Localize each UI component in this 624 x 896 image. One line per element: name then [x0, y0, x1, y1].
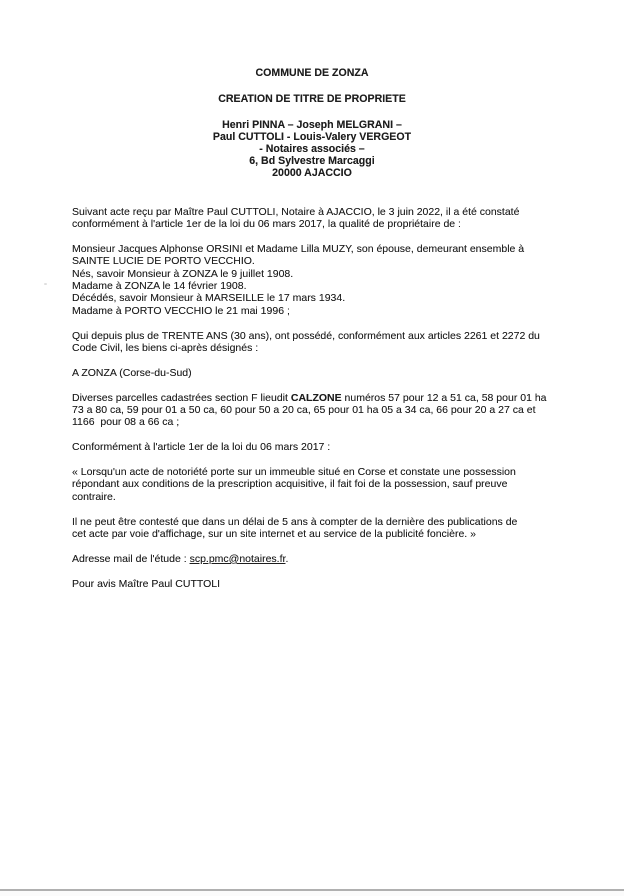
document-body — [72, 206, 564, 590]
paragraph-commune-location — [72, 367, 564, 379]
office-address-street: 6, Bd Sylvestre Marcaggi — [249, 155, 375, 167]
paragraph-parcelles — [72, 392, 564, 429]
text-segment: . — [285, 552, 289, 565]
email-link: scp.pmc@notaires.fr — [189, 552, 286, 565]
scan-speck-artifact — [44, 283, 47, 285]
text-line — [72, 392, 564, 404]
notaries-names-line-2: Paul CUTTOLI - Louis-Valery VERGEOT — [212, 131, 412, 143]
paragraph-proprietaires — [72, 243, 564, 317]
text-line: conformément à l'article 1er de la loi du 06 mars 2017, la qualité de propriétaire de : — [72, 218, 461, 231]
notaries-association-line: - Notaires associés – — [259, 143, 365, 155]
paragraph-citation-contestation — [72, 516, 564, 541]
text-segment: Adresse mail de l'étude : — [72, 552, 190, 565]
text-line — [72, 553, 564, 565]
notaries-names-line-1: Henri PINNA – Joseph MELGRANI – — [222, 119, 402, 131]
text-line: Madame à ZONZA le 14 février 1908. — [72, 280, 247, 293]
text-line: SAINTE LUCIE DE PORTO VECCHIO. — [72, 255, 255, 268]
text-line: Qui depuis plus de TRENTE ANS (30 ans), ont possédé, conformément aux articles 2261 et 2272 du — [72, 329, 540, 342]
area-below-page-edge — [0, 891, 624, 896]
lieudit-name: CALZONE — [290, 391, 342, 404]
text-line: Suivant acte reçu par Maître Paul CUTTOLI, Notaire à AJACCIO, le 3 juin 2022, il a été constaté — [72, 206, 520, 218]
text-line: Pour avis Maître Paul CUTTOLI — [72, 577, 221, 590]
text-line: Décédés, savoir Monsieur à MARSEILLE le 17 mars 1934. — [72, 292, 346, 305]
text-line: Nés, savoir Monsieur à ZONZA le 9 juillet 1908. — [72, 267, 294, 280]
text-line: Conformément à l'article 1er de la loi du 06 mars 2017 : — [72, 441, 331, 454]
text-line: Il ne peut être contesté que dans un délai de 5 ans à compter de la dernière des publications de — [72, 515, 518, 528]
text-line: 73 a 80 ca, 59 pour 01 a 50 ca, 60 pour 50 a 20 ca, 65 pour 01 ha 05 a 34 ca, 66 pour 20 a 27 ca et — [72, 403, 536, 416]
paragraph-pour-avis — [72, 578, 564, 590]
paragraph-acte-recu — [72, 206, 564, 231]
text-line: Code Civil, les biens ci-après désignés : — [72, 341, 259, 354]
commune-heading: COMMUNE DE ZONZA — [255, 67, 369, 79]
text-line: cet acte par voie d'affichage, sur un site internet et au service de la publicité foncière. » — [72, 527, 476, 540]
text-line: répondant aux conditions de la prescription acquisitive, il fait foi de la possession, sauf preuve — [72, 478, 508, 491]
paragraph-adresse-mail — [72, 553, 564, 565]
text-segment: Diverses parcelles cadastrées section F lieudit — [72, 391, 291, 404]
office-address-city: 20000 AJACCIO — [272, 167, 352, 179]
text-line: Monsieur Jacques Alphonse ORSINI et Madame Lilla MUZY, son épouse, demeurant ensemble à — [72, 243, 525, 256]
text-line: Madame à PORTO VECCHIO le 21 mai 1996 ; — [72, 304, 290, 317]
document-header — [0, 0, 624, 179]
text-line: « Lorsqu'un acte de notoriété porte sur un immeuble situé en Corse et constate une possession — [72, 466, 516, 479]
paragraph-conformement-loi — [72, 441, 564, 453]
paragraph-possession-trente-ans — [72, 330, 564, 355]
text-line: A ZONZA (Corse-du-Sud) — [72, 366, 192, 379]
text-line: contraire. — [72, 490, 116, 503]
paragraph-citation-possession — [72, 466, 564, 503]
text-segment: numéros 57 pour 12 a 51 ca, 58 pour 01 ha — [341, 391, 547, 404]
text-line: 1166 pour 08 a 66 ca ; — [72, 416, 180, 429]
document-title: CREATION DE TITRE DE PROPRIETE — [218, 93, 406, 105]
